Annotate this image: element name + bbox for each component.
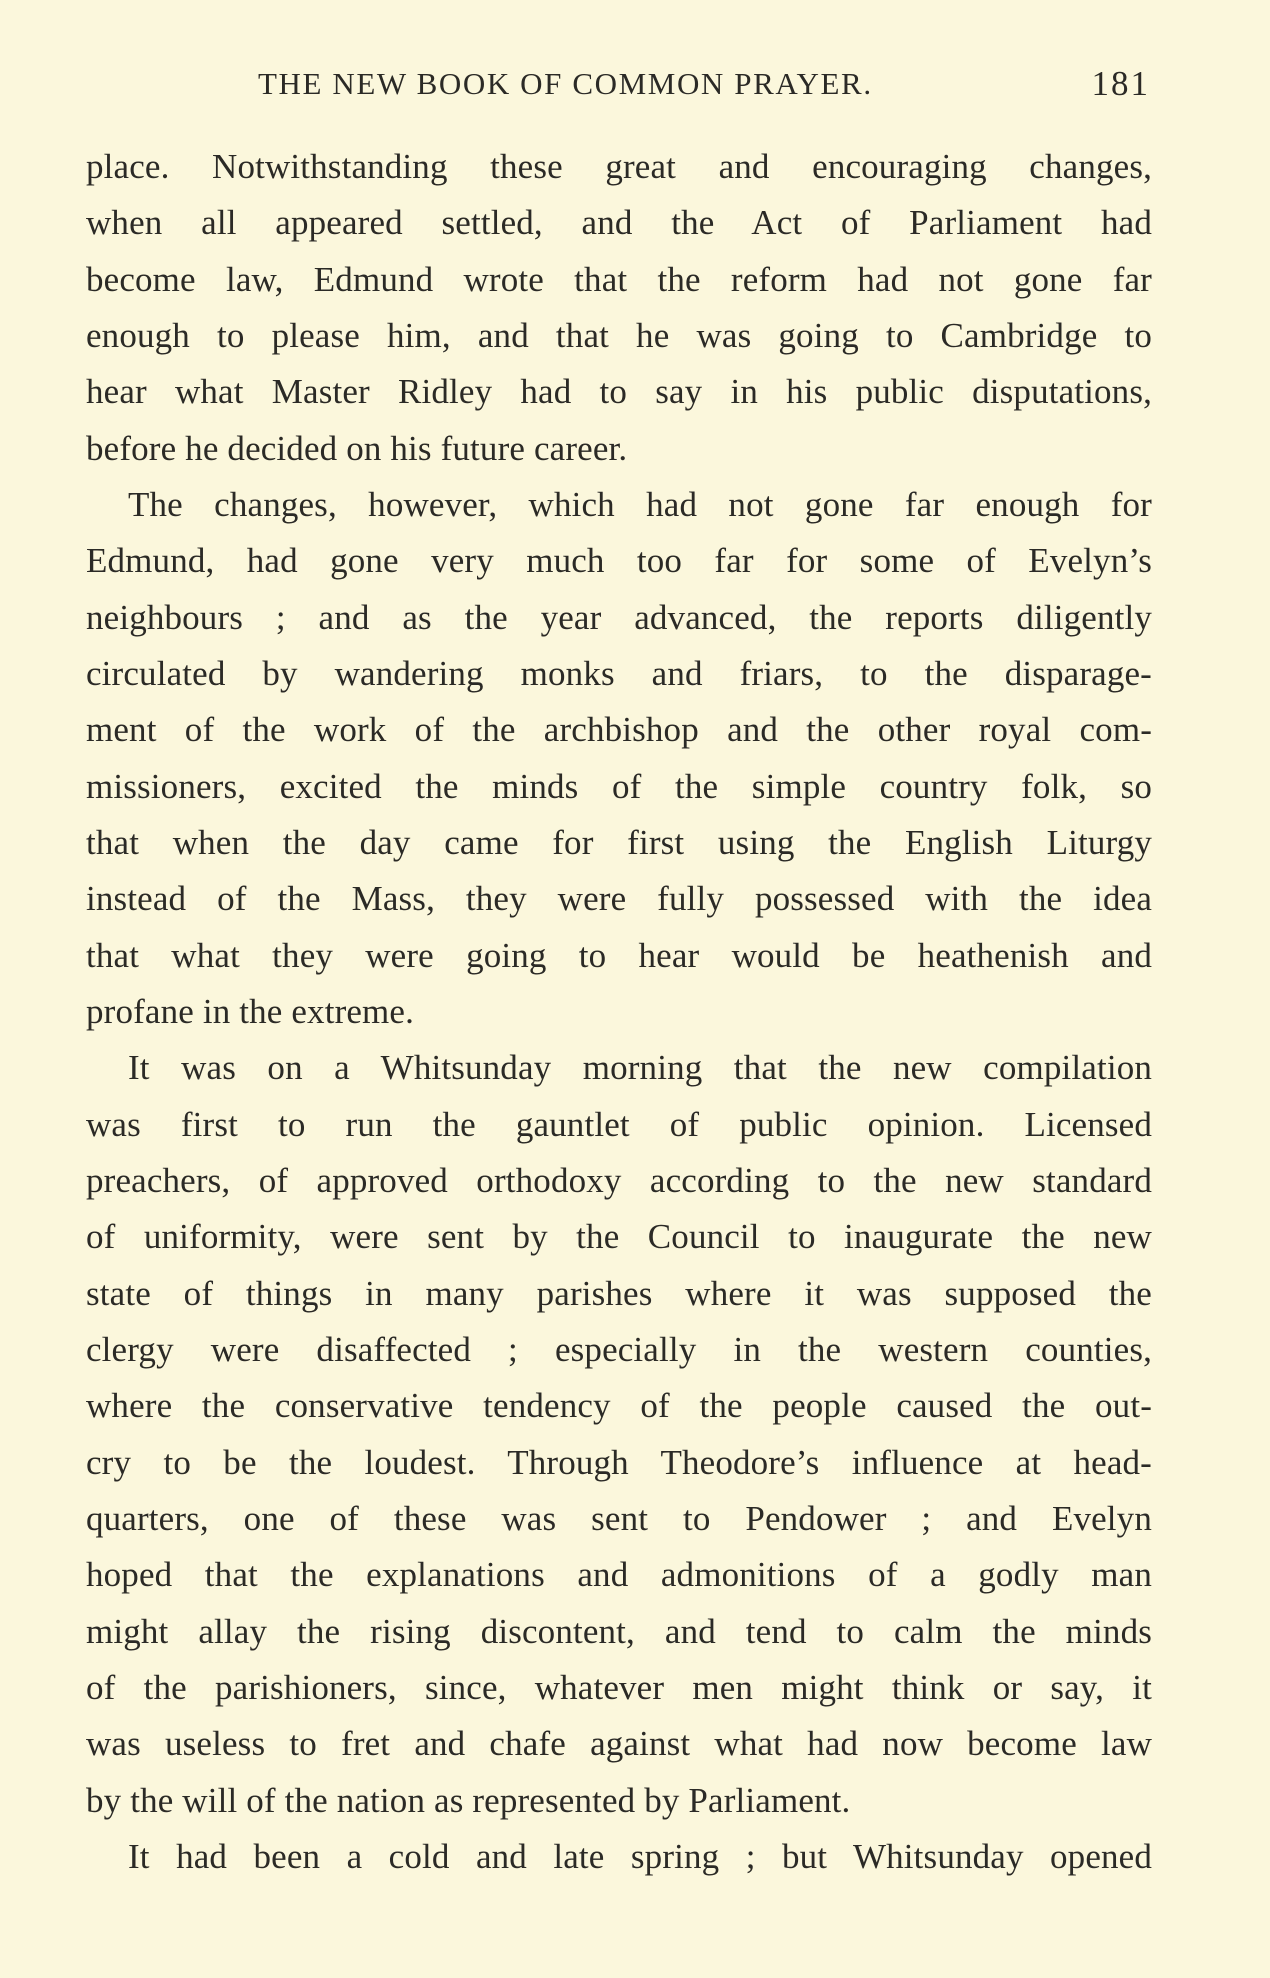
text-line: hear what Master Ridley had to say in his public disputations,	[86, 372, 1152, 412]
text-line: might allay the rising discontent, and tend to calm the minds	[86, 1611, 1152, 1651]
text-line: profane in the extreme.	[86, 991, 415, 1031]
text-line: of uniformity, were sent by the Council to inaugurate the new	[86, 1217, 1152, 1257]
text-line: The changes, however, which had not gone far enough for	[128, 484, 1152, 524]
text-line: quarters, one of these was sent to Pendower ; and Evelyn	[86, 1498, 1152, 1538]
text-line: Edmund, had gone very much too far for some of Evelyn’s	[86, 541, 1152, 581]
text-line: become law, Edmund wrote that the reform had not gone far	[86, 259, 1152, 299]
text-line: It was on a Whitsunday morning that the new compilation	[128, 1048, 1152, 1088]
text-line: state of things in many parishes where it was supposed the	[86, 1273, 1152, 1313]
text-line: by the will of the nation as represented by Parliament.	[86, 1780, 851, 1820]
text-line: where the conservative tendency of the people caused the out-	[86, 1386, 1152, 1426]
text-line: It had been a cold and late spring ; but Whitsunday opened	[128, 1836, 1152, 1876]
text-line: preachers, of approved orthodoxy according to the new standard	[86, 1160, 1152, 1200]
text-line: clergy were disaffected ; especially in the western counties,	[86, 1329, 1152, 1369]
text-line: enough to please him, and that he was going to Cambridge to	[86, 315, 1152, 355]
text-line: circulated by wandering monks and friars, to the disparage-	[86, 653, 1152, 693]
text-line: place. Notwithstanding these great and encouraging changes,	[86, 147, 1152, 186]
text-line: instead of the Mass, they were fully possessed with the idea	[86, 879, 1152, 919]
text-line: ment of the work of the archbishop and the other royal com-	[86, 710, 1152, 750]
text-line: when all appeared settled, and the Act of Parliament had	[86, 203, 1152, 243]
text-line: before he decided on his future career.	[86, 428, 628, 468]
text-line: missioners, excited the minds of the simple country folk, so	[86, 766, 1152, 806]
page-number: 181	[1091, 64, 1150, 103]
body-text	[86, 139, 1152, 1885]
running-head-title: THE NEW BOOK OF COMMON PRAYER.	[258, 66, 873, 101]
text-line: hoped that the explanations and admonitions of a godly man	[86, 1555, 1152, 1595]
text-line: cry to be the loudest. Through Theodore’s influence at head-	[86, 1442, 1152, 1482]
text-line: was first to run the gauntlet of public opinion. Licensed	[86, 1104, 1152, 1144]
text-line: was useless to fret and chafe against what had now become law	[86, 1724, 1152, 1764]
text-line: that when the day came for first using the English Liturgy	[86, 822, 1152, 862]
text-line: that what they were going to hear would be heathenish and	[86, 935, 1152, 975]
running-head	[86, 64, 1150, 104]
text-line: neighbours ; and as the year advanced, the reports diligently	[86, 597, 1152, 637]
text-line: of the parishioners, since, whatever men might think or say, it	[86, 1667, 1152, 1707]
